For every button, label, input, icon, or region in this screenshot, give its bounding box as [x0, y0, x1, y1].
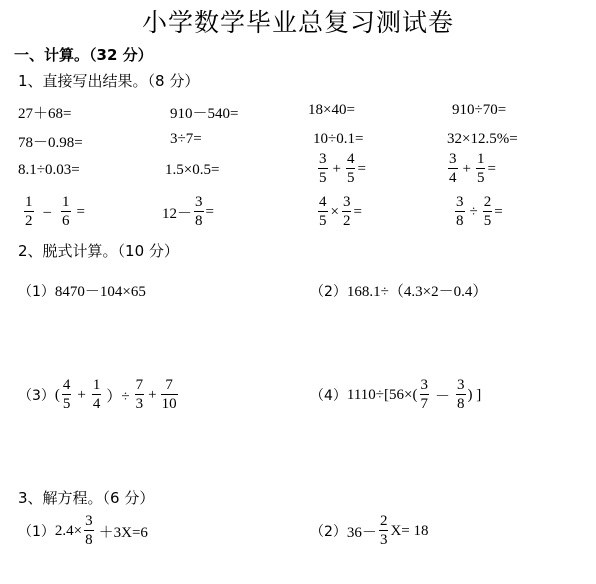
- fraction: $\frac{3}{8}$: [457, 377, 465, 412]
- problem-3-4: $\frac{3}{4}$ + $\frac{1}{5}$ =: [449, 151, 496, 186]
- problem-1-4: 910÷70=: [452, 102, 507, 118]
- problem-1-2: 910－540=: [170, 106, 239, 122]
- section-calc-heading: 一、计算。（32 分）: [14, 46, 153, 64]
- fraction: $\frac{7}{3}$: [135, 377, 144, 412]
- fraction: $\frac{4}{5}$: [319, 194, 327, 229]
- fraction: $\frac{3}{4}$: [449, 151, 457, 186]
- part3-heading: 3、解方程。（6 分）: [18, 489, 155, 507]
- problem-part2-2: （2） 168.1÷（4.3×2－0.4）: [310, 283, 488, 300]
- fraction: $\frac{1}{6}$: [62, 194, 70, 229]
- problem-3-2: 1.5×0.5=: [165, 162, 220, 178]
- fraction: $\frac{3}{7}$: [420, 377, 428, 412]
- fraction: $\frac{3}{8}$: [456, 194, 464, 229]
- problem-4-2: 12－ $\frac{3}{8}$ =: [162, 194, 214, 229]
- equation-1: （1） 2.4× $\frac{3}{8}$ ＋3X=6: [18, 513, 148, 548]
- fraction: $\frac{3}{5}$: [319, 151, 327, 186]
- problem-2-3: 10÷0.1=: [313, 131, 364, 147]
- problem-part2-3: （3） ( $\frac{4}{5}$ + $\frac{1}{4}$ ）÷ $\frac{7}{3}$ + $\frac{7}{10}$: [18, 377, 177, 412]
- problem-1-1: 27＋68=: [18, 106, 72, 122]
- problem-2-1: 78－0.98=: [18, 135, 83, 151]
- problem-2-2: 3÷7=: [170, 131, 202, 147]
- fraction: $\frac{3}{8}$: [85, 513, 93, 548]
- problem-1-3: 18×40=: [308, 102, 355, 118]
- problem-3-1: 8.1÷0.03=: [18, 162, 80, 178]
- problem-3-3: $\frac{3}{5}$ + $\frac{4}{5}$ =: [319, 151, 366, 186]
- fraction: $\frac{2}{3}$: [379, 513, 388, 548]
- part1-heading: 1、直接写出结果。（8 分）: [18, 72, 200, 90]
- fraction: $\frac{1}{2}$: [25, 194, 33, 229]
- problem-4-3: $\frac{4}{5}$ × $\frac{3}{2}$ =: [319, 194, 362, 229]
- part2-heading: 2、脱式计算。（10 分）: [18, 242, 179, 260]
- fraction: $\frac{3}{2}$: [342, 194, 351, 229]
- equation-2: （2） 36－ $\frac{2}{3}$ X= 18: [310, 513, 429, 548]
- problem-part2-1: （1） 8470－104×65: [18, 283, 146, 300]
- page-title: 小学数学毕业总复习测试卷: [141, 8, 454, 37]
- fraction: $\frac{4}{5}$: [346, 151, 355, 186]
- problem-4-1: $\frac{1}{2}$ – $\frac{1}{6}$ =: [25, 194, 85, 229]
- problem-part2-4: （4） 1110÷[56×( $\frac{3}{7}$ － $\frac{3}{8}$ ) ]: [310, 377, 482, 412]
- problem-2-4: 32×12.5%=: [447, 131, 518, 147]
- problem-4-4: $\frac{3}{8}$ ÷ $\frac{2}{5}$ =: [456, 194, 503, 229]
- fraction: $\frac{4}{5}$: [62, 377, 71, 412]
- fraction: $\frac{3}{8}$: [195, 194, 203, 229]
- fraction: $\frac{2}{5}$: [483, 194, 492, 229]
- fraction: $\frac{1}{4}$: [92, 377, 101, 412]
- fraction: $\frac{7}{10}$: [161, 377, 177, 412]
- fraction: $\frac{1}{5}$: [476, 151, 485, 186]
